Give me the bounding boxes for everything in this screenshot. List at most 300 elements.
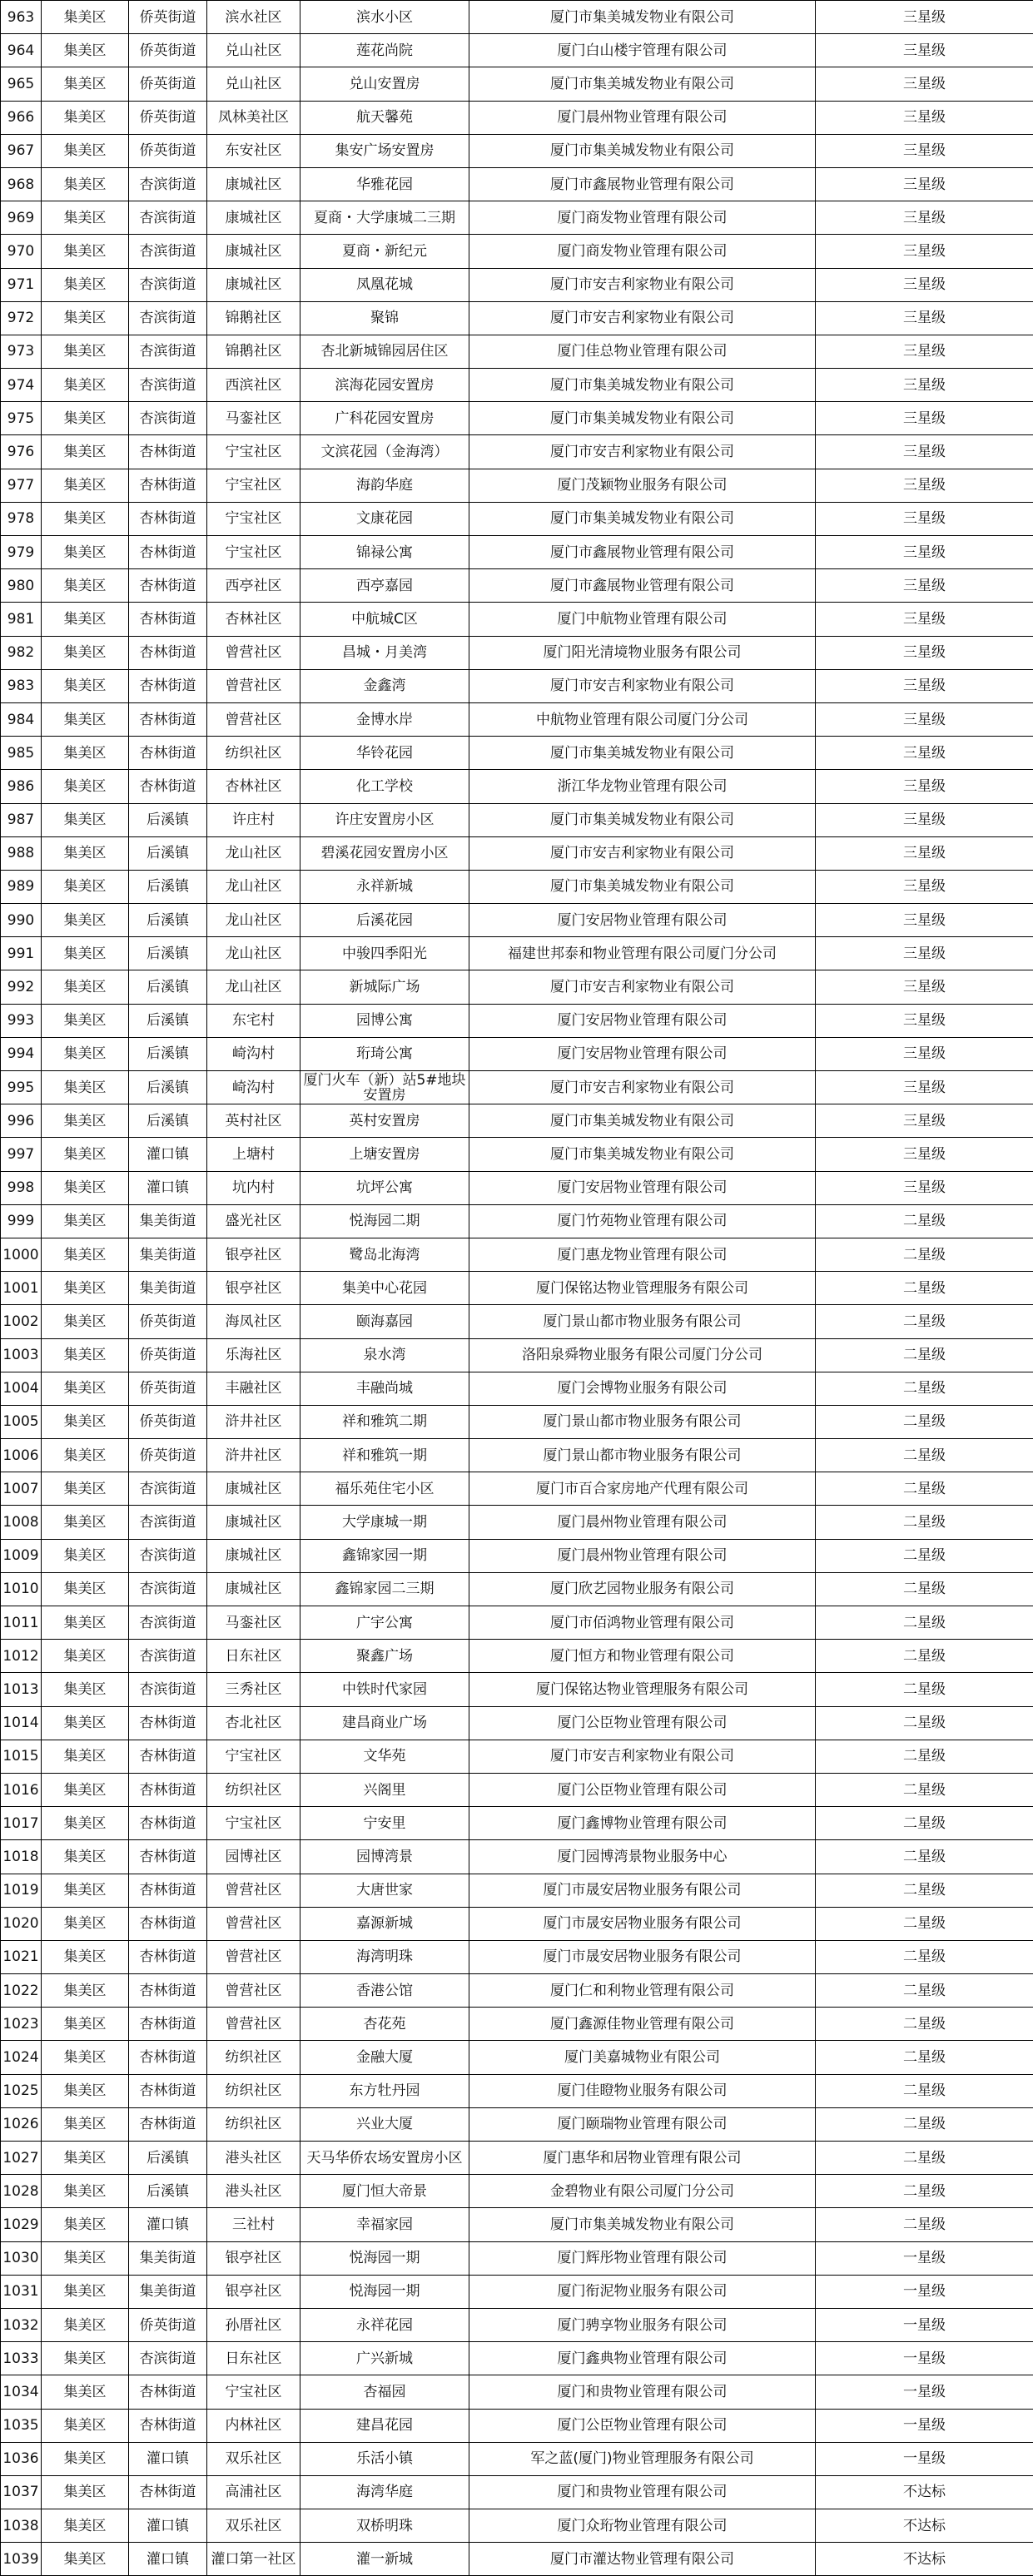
property-company-cell: 厦门中航物业管理有限公司 [469,603,816,636]
project-name-cell: 化工学校 [300,770,469,803]
property-company-cell: 厦门保铭达物业管理服务有限公司 [469,1272,816,1305]
row-number-cell: 972 [1,301,42,335]
table-row [1,402,1033,435]
star-rating-cell: 二星级 [816,2107,1033,2141]
property-company-cell: 厦门景山都市物业服务有限公司 [469,1439,816,1472]
project-name-cell: 中铁时代家园 [300,1673,469,1706]
district-cell: 集美区 [42,2409,129,2442]
table-row [1,335,1033,368]
project-name-cell: 华雅花园 [300,167,469,201]
row-number-cell: 989 [1,870,42,903]
row-number-cell: 1027 [1,2142,42,2175]
project-name-cell: 珩琦公寓 [300,1037,469,1070]
star-rating-cell: 三星级 [816,603,1033,636]
property-company-cell: 厦门众珩物业管理有限公司 [469,2509,816,2543]
district-cell: 集美区 [42,1138,129,1171]
row-number-cell: 984 [1,702,42,736]
street-cell: 杏林街道 [129,1740,207,1773]
row-number-cell: 1026 [1,2107,42,2141]
community-cell: 龙山社区 [207,970,300,1004]
star-rating-cell: 三星级 [816,268,1033,301]
district-cell: 集美区 [42,1572,129,1606]
street-cell: 杏林街道 [129,502,207,535]
star-rating-cell: 三星级 [816,836,1033,870]
district-cell: 集美区 [42,1472,129,1506]
street-cell: 后溪镇 [129,2142,207,2175]
row-number-cell: 978 [1,502,42,535]
table-row [1,2107,1033,2141]
community-cell: 英村社区 [207,1104,300,1138]
row-number-cell: 964 [1,34,42,67]
project-name-cell: 锦禄公寓 [300,536,469,569]
community-cell: 康城社区 [207,235,300,268]
star-rating-cell: 三星级 [816,669,1033,702]
street-cell: 杏林街道 [129,2074,207,2107]
table-row [1,1272,1033,1305]
property-company-cell: 厦门晨州物业管理有限公司 [469,101,816,134]
table-row [1,1238,1033,1271]
row-number-cell: 1037 [1,2475,42,2509]
property-company-cell: 厦门美嘉城物业有限公司 [469,2041,816,2074]
community-cell: 曾营社区 [207,1907,300,1940]
community-cell: 三社村 [207,2208,300,2241]
district-cell: 集美区 [42,770,129,803]
district-cell: 集美区 [42,201,129,235]
property-company-cell: 厦门晨州物业管理有限公司 [469,1506,816,1539]
community-cell: 许庄村 [207,803,300,836]
property-company-cell: 厦门安居物业管理有限公司 [469,1171,816,1204]
community-cell: 坑内村 [207,1171,300,1204]
street-cell: 杏滨街道 [129,402,207,435]
community-cell: 宁宝社区 [207,2375,300,2409]
street-cell: 灌口镇 [129,1171,207,1204]
table-row [1,34,1033,67]
row-number-cell: 998 [1,1171,42,1204]
district-cell: 集美区 [42,2241,129,2275]
street-cell: 杏林街道 [129,1974,207,2008]
street-cell: 灌口镇 [129,2543,207,2576]
property-company-cell: 厦门市集美城发物业有限公司 [469,502,816,535]
street-cell: 后溪镇 [129,1104,207,1138]
property-company-cell: 厦门会博物业服务有限公司 [469,1372,816,1405]
table-row [1,1539,1033,1572]
row-number-cell: 1011 [1,1606,42,1640]
star-rating-cell: 三星级 [816,1037,1033,1070]
community-cell: 曾营社区 [207,702,300,736]
star-rating-cell: 二星级 [816,1539,1033,1572]
community-cell: 龙山社区 [207,904,300,937]
table-row [1,1472,1033,1506]
table-row [1,2543,1033,2576]
star-rating-cell: 一星级 [816,2442,1033,2475]
property-company-cell: 洛阳泉舜物业服务有限公司厦门分公司 [469,1338,816,1372]
project-name-cell: 嘉源新城 [300,1907,469,1940]
row-number-cell: 982 [1,636,42,669]
project-name-cell: 后溪花园 [300,904,469,937]
row-number-cell: 1038 [1,2509,42,2543]
table-row [1,536,1033,569]
project-name-cell: 集安广场安置房 [300,134,469,167]
star-rating-cell: 三星级 [816,970,1033,1004]
project-name-cell: 夏商・新纪元 [300,235,469,268]
star-rating-cell: 三星级 [816,1171,1033,1204]
district-cell: 集美区 [42,167,129,201]
table-row [1,268,1033,301]
property-company-cell: 金碧物业有限公司厦门分公司 [469,2175,816,2208]
table-row [1,937,1033,970]
district-cell: 集美区 [42,2308,129,2341]
property-company-cell: 厦门和贵物业管理有限公司 [469,2475,816,2509]
table-row [1,1940,1033,1973]
community-cell: 曾营社区 [207,1874,300,1907]
community-cell: 西滨社区 [207,369,300,402]
property-company-cell: 厦门市晟安居物业服务有限公司 [469,1874,816,1907]
row-number-cell: 997 [1,1138,42,1171]
star-rating-cell: 三星级 [816,569,1033,603]
district-cell: 集美区 [42,1773,129,1806]
star-rating-cell: 一星级 [816,2375,1033,2409]
community-cell: 西亭社区 [207,569,300,603]
district-cell: 集美区 [42,1940,129,1973]
row-number-cell: 1003 [1,1338,42,1372]
table-row [1,2074,1033,2107]
row-number-cell: 1001 [1,1272,42,1305]
street-cell: 杏滨街道 [129,1506,207,1539]
street-cell: 侨英街道 [129,1439,207,1472]
community-cell: 锦鹅社区 [207,335,300,368]
table-row [1,870,1033,903]
community-cell: 龙山社区 [207,937,300,970]
property-company-cell: 厦门安居物业管理有限公司 [469,1004,816,1037]
district-cell: 集美区 [42,1,129,34]
row-number-cell: 1028 [1,2175,42,2208]
district-cell: 集美区 [42,435,129,469]
project-name-cell: 悦海园二期 [300,1204,469,1238]
street-cell: 后溪镇 [129,1071,207,1104]
street-cell: 杏林街道 [129,702,207,736]
property-company-cell: 厦门安居物业管理有限公司 [469,1037,816,1070]
property-company-cell: 厦门公臣物业管理有限公司 [469,1706,816,1740]
table-row [1,1907,1033,1940]
star-rating-cell: 二星级 [816,1840,1033,1874]
row-number-cell: 993 [1,1004,42,1037]
community-cell: 龙山社区 [207,870,300,903]
star-rating-cell: 三星级 [816,134,1033,167]
street-cell: 杏林街道 [129,2107,207,2141]
project-name-cell: 建昌花园 [300,2409,469,2442]
district-cell: 集美区 [42,2074,129,2107]
property-company-cell: 厦门公臣物业管理有限公司 [469,1773,816,1806]
table-row [1,702,1033,736]
project-name-cell: 厦门恒大帝景 [300,2175,469,2208]
district-cell: 集美区 [42,2475,129,2509]
community-cell: 龙山社区 [207,836,300,870]
community-cell: 康城社区 [207,268,300,301]
table-row [1,2509,1033,2543]
street-cell: 杏林街道 [129,1807,207,1840]
row-number-cell: 996 [1,1104,42,1138]
district-cell: 集美区 [42,2509,129,2543]
street-cell: 集美街道 [129,2275,207,2308]
star-rating-cell: 三星级 [816,1104,1033,1138]
star-rating-cell: 二星级 [816,1372,1033,1405]
star-rating-cell: 二星级 [816,1773,1033,1806]
community-cell: 康城社区 [207,1472,300,1506]
star-rating-cell: 不达标 [816,2475,1033,2509]
street-cell: 杏滨街道 [129,167,207,201]
star-rating-cell: 二星级 [816,1907,1033,1940]
street-cell: 杏滨街道 [129,335,207,368]
project-name-cell: 园博公寓 [300,1004,469,1037]
table-row [1,2175,1033,2208]
table-row [1,2275,1033,2308]
district-cell: 集美区 [42,836,129,870]
row-number-cell: 976 [1,435,42,469]
project-name-cell: 华铃花园 [300,737,469,770]
row-number-cell: 969 [1,201,42,235]
community-cell: 宁宝社区 [207,536,300,569]
row-number-cell: 1015 [1,1740,42,1773]
row-number-cell: 1013 [1,1673,42,1706]
row-number-cell: 966 [1,101,42,134]
project-name-cell: 鹭岛北海湾 [300,1238,469,1271]
star-rating-cell: 三星级 [816,369,1033,402]
row-number-cell: 1000 [1,1238,42,1271]
project-name-cell: 东方牡丹园 [300,2074,469,2107]
district-cell: 集美区 [42,737,129,770]
table-row [1,2142,1033,2175]
row-number-cell: 1023 [1,2008,42,2041]
property-company-cell: 厦门鑫典物业管理有限公司 [469,2342,816,2375]
star-rating-cell: 三星级 [816,235,1033,268]
property-company-cell: 厦门市集美城发物业有限公司 [469,1104,816,1138]
district-cell: 集美区 [42,369,129,402]
community-cell: 纺织社区 [207,2041,300,2074]
district-cell: 集美区 [42,2442,129,2475]
project-name-cell: 许庄安置房小区 [300,803,469,836]
project-name-cell: 上塘安置房 [300,1138,469,1171]
table-row [1,1372,1033,1405]
row-number-cell: 985 [1,737,42,770]
star-rating-cell: 三星级 [816,937,1033,970]
community-cell: 滨水社区 [207,1,300,34]
district-cell: 集美区 [42,1405,129,1438]
project-name-cell: 丰融尚城 [300,1372,469,1405]
community-cell: 宁宝社区 [207,1740,300,1773]
community-cell: 纺织社区 [207,2107,300,2141]
community-cell: 内林社区 [207,2409,300,2442]
street-cell: 杏滨街道 [129,369,207,402]
community-cell: 宁宝社区 [207,502,300,535]
table-row [1,1405,1033,1438]
star-rating-cell: 三星级 [816,770,1033,803]
street-cell: 灌口镇 [129,2509,207,2543]
star-rating-cell: 三星级 [816,469,1033,502]
street-cell: 杏滨街道 [129,1606,207,1640]
row-number-cell: 968 [1,167,42,201]
project-name-cell: 兴业大厦 [300,2107,469,2141]
row-number-cell: 1035 [1,2409,42,2442]
row-number-cell: 990 [1,904,42,937]
table-row [1,1840,1033,1874]
district-cell: 集美区 [42,904,129,937]
district-cell: 集美区 [42,669,129,702]
property-company-cell: 厦门市集美城发物业有限公司 [469,369,816,402]
table-row [1,1305,1033,1338]
table-body [1,1,1033,2576]
community-cell: 曾营社区 [207,669,300,702]
row-number-cell: 991 [1,937,42,970]
property-company-cell: 厦门阳光清境物业服务有限公司 [469,636,816,669]
project-name-cell: 祥和雅筑一期 [300,1439,469,1472]
table-row [1,1037,1033,1070]
property-company-cell: 厦门茂颖物业服务有限公司 [469,469,816,502]
table-row [1,669,1033,702]
community-cell: 高浦社区 [207,2475,300,2509]
district-cell: 集美区 [42,1439,129,1472]
property-company-cell: 厦门市安吉利家物业有限公司 [469,1071,816,1104]
district-cell: 集美区 [42,469,129,502]
project-name-cell: 颐海嘉园 [300,1305,469,1338]
street-cell: 杏滨街道 [129,268,207,301]
row-number-cell: 995 [1,1071,42,1104]
street-cell: 杏林街道 [129,1840,207,1874]
project-name-cell: 金鑫湾 [300,669,469,702]
district-cell: 集美区 [42,536,129,569]
district-cell: 集美区 [42,2142,129,2175]
district-cell: 集美区 [42,1807,129,1840]
table-row [1,1138,1033,1171]
star-rating-cell: 二星级 [816,1204,1033,1238]
star-rating-cell: 三星级 [816,301,1033,335]
project-name-cell: 悦海园一期 [300,2241,469,2275]
district-cell: 集美区 [42,2375,129,2409]
table-row [1,1,1033,34]
table-row [1,1004,1033,1037]
property-company-cell: 厦门市安吉利家物业有限公司 [469,836,816,870]
street-cell: 杏林街道 [129,1940,207,1973]
project-name-cell: 金融大厦 [300,2041,469,2074]
row-number-cell: 1031 [1,2275,42,2308]
star-rating-cell: 二星级 [816,1940,1033,1973]
row-number-cell: 988 [1,836,42,870]
table-row [1,636,1033,669]
row-number-cell: 1016 [1,1773,42,1806]
table-row [1,1740,1033,1773]
table-row [1,2208,1033,2241]
district-cell: 集美区 [42,34,129,67]
district-cell: 集美区 [42,1037,129,1070]
street-cell: 后溪镇 [129,1004,207,1037]
table-row [1,737,1033,770]
street-cell: 侨英街道 [129,1405,207,1438]
district-cell: 集美区 [42,870,129,903]
project-name-cell: 昌城・月美湾 [300,636,469,669]
row-number-cell: 1030 [1,2241,42,2275]
row-number-cell: 1025 [1,2074,42,2107]
project-name-cell: 夏商・大学康城二三期 [300,201,469,235]
community-cell: 杏北社区 [207,1706,300,1740]
street-cell: 集美街道 [129,1204,207,1238]
property-company-cell: 厦门市集美城发物业有限公司 [469,803,816,836]
table-row [1,2008,1033,2041]
star-rating-cell: 二星级 [816,1740,1033,1773]
community-cell: 浒井社区 [207,1439,300,1472]
row-number-cell: 987 [1,803,42,836]
street-cell: 杏林街道 [129,669,207,702]
row-number-cell: 1029 [1,2208,42,2241]
community-cell: 宁宝社区 [207,469,300,502]
district-cell: 集美区 [42,937,129,970]
property-company-cell: 厦门鑫博物业管理有限公司 [469,1807,816,1840]
table-row [1,167,1033,201]
table-row [1,836,1033,870]
district-cell: 集美区 [42,1673,129,1706]
district-cell: 集美区 [42,2275,129,2308]
street-cell: 灌口镇 [129,2208,207,2241]
property-company-cell: 厦门市安吉利家物业有限公司 [469,301,816,335]
row-number-cell: 1017 [1,1807,42,1840]
property-company-cell: 厦门惠龙物业管理有限公司 [469,1238,816,1271]
district-cell: 集美区 [42,1640,129,1673]
district-cell: 集美区 [42,1272,129,1305]
table-row [1,803,1033,836]
street-cell: 杏滨街道 [129,235,207,268]
star-rating-cell: 三星级 [816,402,1033,435]
property-company-cell: 厦门市集美城发物业有限公司 [469,1,816,34]
street-cell: 侨英街道 [129,67,207,101]
project-name-cell: 悦海园一期 [300,2275,469,2308]
street-cell: 杏林街道 [129,737,207,770]
table-row [1,1171,1033,1204]
project-name-cell: 厦门火车（新）站5#地块安置房 [300,1071,469,1104]
district-cell: 集美区 [42,1204,129,1238]
star-rating-cell: 三星级 [816,167,1033,201]
district-cell: 集美区 [42,301,129,335]
street-cell: 后溪镇 [129,970,207,1004]
row-number-cell: 999 [1,1204,42,1238]
district-cell: 集美区 [42,1907,129,1940]
property-company-cell: 厦门晨州物业管理有限公司 [469,1539,816,1572]
street-cell: 侨英街道 [129,1372,207,1405]
star-rating-cell: 二星级 [816,1439,1033,1472]
district-cell: 集美区 [42,1740,129,1773]
property-company-cell: 厦门颐瑞物业管理有限公司 [469,2107,816,2141]
street-cell: 集美街道 [129,1272,207,1305]
property-company-cell: 厦门市集美城发物业有限公司 [469,1138,816,1171]
community-cell: 锦鹅社区 [207,301,300,335]
project-name-cell: 杏福园 [300,2375,469,2409]
project-name-cell: 永祥新城 [300,870,469,903]
community-cell: 康城社区 [207,201,300,235]
property-company-cell: 厦门市集美城发物业有限公司 [469,67,816,101]
community-cell: 康城社区 [207,1539,300,1572]
row-number-cell: 1018 [1,1840,42,1874]
row-number-cell: 1039 [1,2543,42,2576]
street-cell: 杏滨街道 [129,1673,207,1706]
street-cell: 杏林街道 [129,469,207,502]
street-cell: 杏滨街道 [129,1640,207,1673]
project-name-cell: 宁安里 [300,1807,469,1840]
community-cell: 海凤社区 [207,1305,300,1338]
community-cell: 丰融社区 [207,1372,300,1405]
star-rating-cell: 三星级 [816,904,1033,937]
district-cell: 集美区 [42,1305,129,1338]
project-name-cell: 香港公馆 [300,1974,469,2008]
street-cell: 后溪镇 [129,1037,207,1070]
property-company-cell: 厦门景山都市物业服务有限公司 [469,1305,816,1338]
project-name-cell: 海湾明珠 [300,1940,469,1973]
